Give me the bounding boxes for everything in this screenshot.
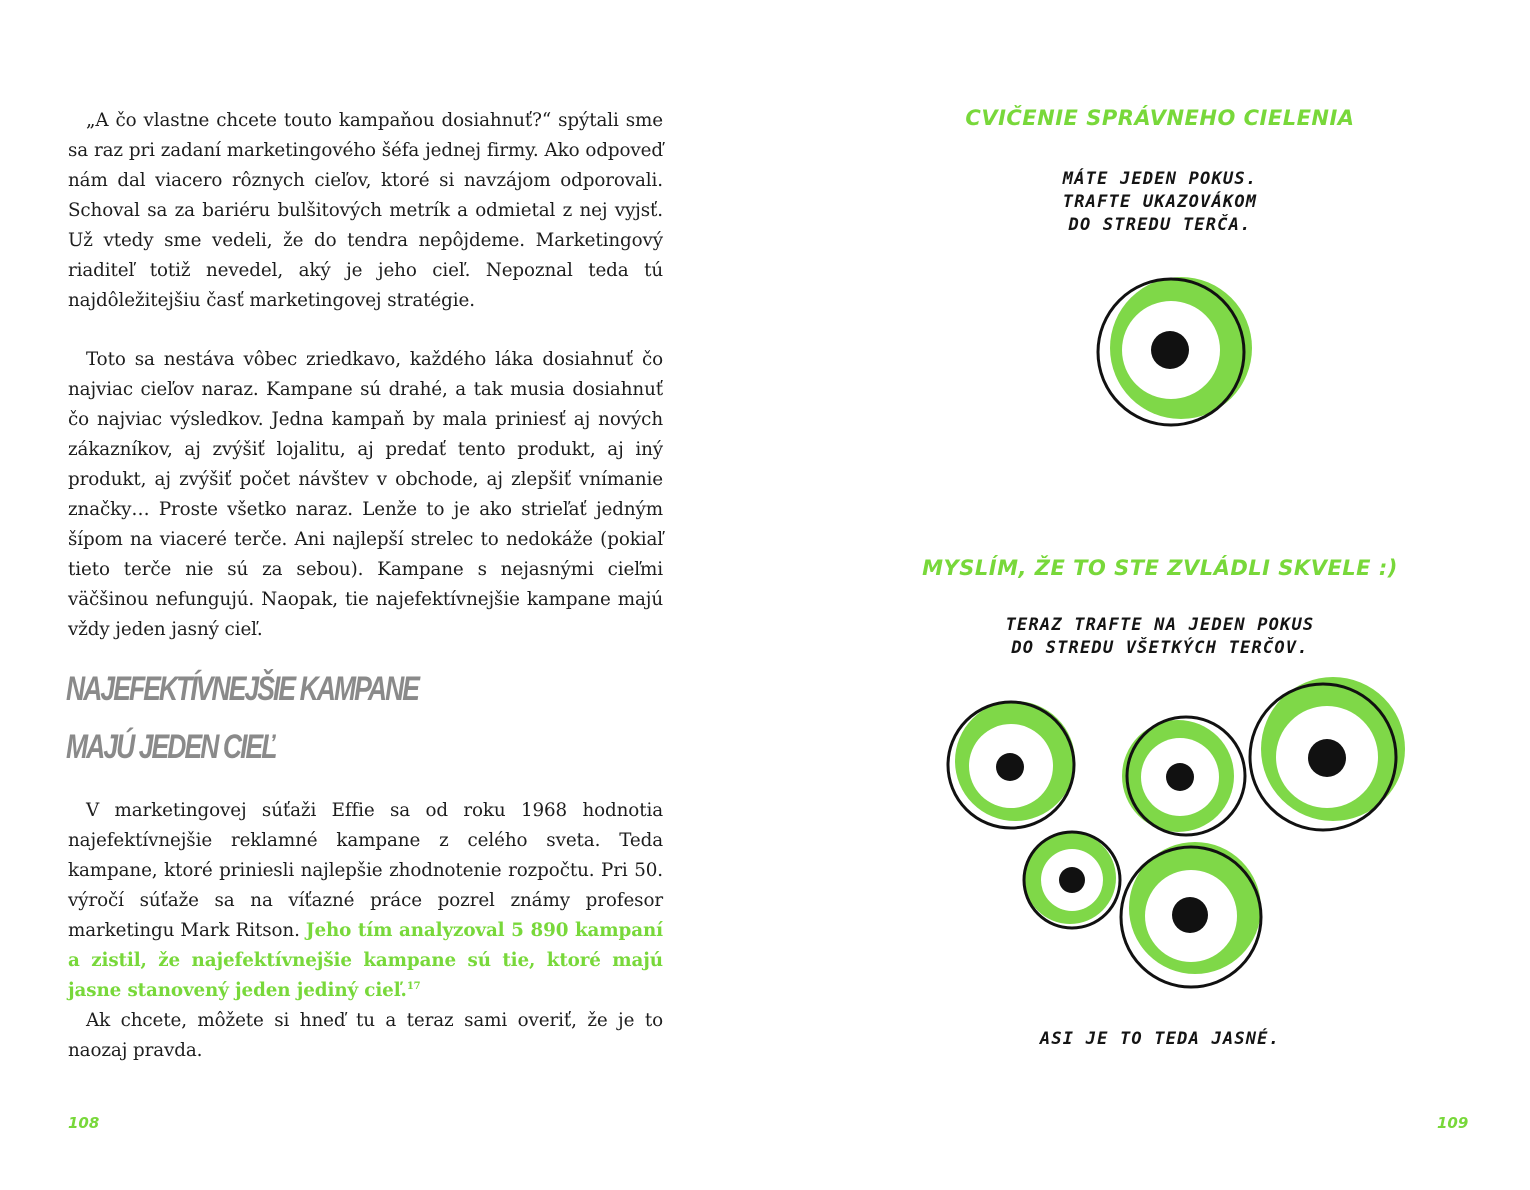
paragraph-1: „A čo vlastne chcete touto kampaňou dosiahnuť?“ spýtali sme sa raz pri zadaní marketingového šéfa jednej firmy. Ako odpoveď nám dal viacero rôznych cieľov, ktoré si navzájom odporovali. Schoval sa za bariéru bulšitových metrík a odmietal z nej vyjsť. Už vtedy sme vedeli, že do tendra nepôjdeme. Marketingový riaditeľ totiž nevedel, aký je jeho cieľ. Nepoznal teda tú najdôležitejšiu časť marketingovej stratégie. xyxy=(68,110,663,311)
target-2[interactable] xyxy=(1120,712,1250,844)
page-number-left: 108 xyxy=(68,1114,100,1132)
section-title-line-2: MAJÚ JEDEN CIEĽ xyxy=(66,728,276,766)
highlighted-finding: Jeho tím analyzoval 5 890 kampaní a zistil, že najefektívnejšie kampane sú tie, ktoré majú jasne stanovený jeden jediný cieľ. xyxy=(68,920,663,1001)
target-5[interactable] xyxy=(1115,838,1269,996)
target-1[interactable] xyxy=(945,695,1081,835)
exercise-title: CVIČENIE SPRÁVNEHO CIELENIA xyxy=(965,106,1355,130)
feedback-title: MYSLÍM, ŽE TO STE ZVLÁDLI SKVELE :) xyxy=(922,556,1398,580)
instruction-two-line-1: TERAZ TRAFTE NA JEDEN POKUS xyxy=(1005,615,1315,635)
instruction-one-line-2: TRAFTE UKAZOVÁKOM xyxy=(1062,192,1258,212)
section-title-line-1: NAJEFEKTÍVNEJŠIE KAMPANE xyxy=(66,670,419,708)
instruction-one xyxy=(765,168,1530,237)
target-4[interactable] xyxy=(1020,826,1124,934)
instruction-one-line-3: DO STREDU TERČA. xyxy=(1068,215,1252,235)
instruction-two-line-2: DO STREDU VŠETKÝCH TERČOV. xyxy=(1011,638,1309,658)
conclusion-text: ASI JE TO TEDA JASNÉ. xyxy=(1039,1029,1281,1049)
paragraph-3-text: V marketingovej súťaži Effie sa od roku 1968 hodnotia najefektívnejšie reklamné kampane z celého sveta. Teda kampane, ktoré priniesli najlepšie zhodnotenie rozpočtu. Pri 50. výročí súťaže sa na víťazné práce pozrel známy profesor marketingu Mark Ritson. xyxy=(68,800,663,941)
paragraph-3 xyxy=(68,796,663,1006)
footnote-ref: 17 xyxy=(406,981,421,992)
instruction-one-line-1: MÁTE JEDEN POKUS. xyxy=(1062,169,1258,189)
instruction-two xyxy=(765,614,1530,660)
page-number-right: 109 xyxy=(1437,1114,1469,1132)
single-target[interactable] xyxy=(1095,268,1255,432)
section-title xyxy=(66,660,418,776)
right-page xyxy=(765,0,1530,1190)
target-3[interactable] xyxy=(1247,673,1407,835)
paragraph-2: Toto sa nestáva vôbec zriedkavo, každého láka dosiahnuť čo najviac cieľov naraz. Kampane sú drahé, a tak musia dosiahnuť čo najviac výsledkov. Jedna kampaň by mala priniesť aj nových zákazníkov, aj zvýšiť lojalitu, aj predať tento produkt, aj iný produkt, aj zvýšiť počet návštev v obchode, aj zlepšiť vnímanie značky… Proste všetko naraz. Lenže to je ako strieľať jedným šípom na viaceré terče. Ani najlepší strelec to nedokáže (pokiaľ tieto terče nie sú za sebou). Kampane s nejasnými cieľmi väčšinou nefungujú. Naopak, tie najefektívnejšie kampane majú vždy jeden jasný cieľ. xyxy=(68,349,663,640)
paragraph-4: Ak chcete, môžete si hneď tu a teraz sami overiť, že je to naozaj pravda. xyxy=(68,1010,663,1061)
